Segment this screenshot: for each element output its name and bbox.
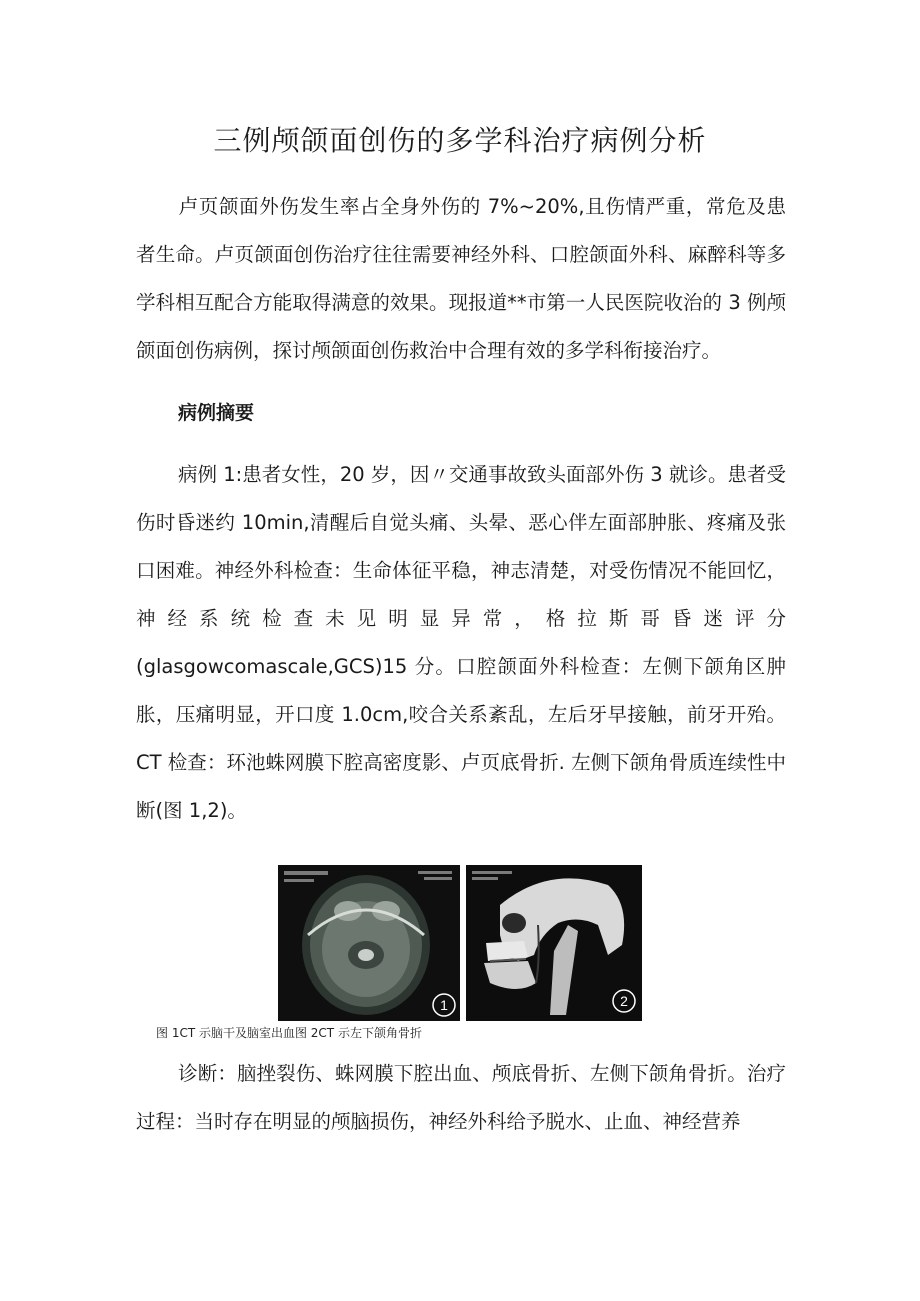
intro-paragraph bbox=[136, 183, 786, 375]
diagnosis-text: 诊断：脑挫裂伤、蛛网膜下腔出血、颅底骨折、左侧下颌角骨折。治疗过程：当时存在明显的颅脑损伤，神经外科给予脱水、止血、神经营养 bbox=[136, 1062, 786, 1133]
section-heading: 病例摘要 bbox=[178, 402, 255, 424]
ct-skull-panel bbox=[466, 865, 642, 1021]
case1-text: 病例 1:患者女性，20 岁，因〃交通事故致头面部外伤 3 就诊。患者受伤时昏迷约 10min,清醒后自觉头痛、头晕、恶心伴左面部肿胀、疼痛及张口困难。神经外科检查：生命体征平稳，神志清楚，对受伤情况不能回忆，神经系统检查未见明显异常，格拉斯哥昏迷评分(glasgowcomascale,GCS)15 分。口腔颌面外科检查：左侧下颌角区肿胀，压痛明显，开口度 1.0cm,咬合关系紊乱，左后牙早接触，前牙开殆。CT 检查：环池蛛网膜下腔高密度影、卢页底骨折. 左侧下颌角骨质连续性中断(图 1,2)。 bbox=[136, 463, 786, 822]
ct-figure bbox=[278, 865, 642, 1021]
figure-2-label: 2 bbox=[620, 993, 628, 1009]
ct-figure-image bbox=[278, 865, 642, 1021]
diagnosis-paragraph bbox=[136, 1050, 786, 1146]
case1-paragraph bbox=[136, 451, 786, 835]
figure-caption: 图 1CT 示脑干及脑室出血图 2CT 示左下颌角骨折 bbox=[156, 1026, 422, 1040]
intro-text: 卢页颌面外伤发生率占全身外伤的 7%~20%,且伤情严重，常危及患者生命。卢页颌面创伤治疗往往需要神经外科、口腔颌面外科、麻醉科等多学科相互配合方能取得满意的效果。现报道**市第一人民医院收治的 3 例颅颌面创伤病例，探讨颅颌面创伤救治中合理有效的多学科衔接治疗。 bbox=[136, 195, 786, 362]
ct-brain-panel bbox=[278, 865, 460, 1021]
figure-1-label: 1 bbox=[440, 997, 448, 1013]
document-title: 三例颅颌面创伤的多学科治疗病例分析 bbox=[213, 123, 707, 157]
